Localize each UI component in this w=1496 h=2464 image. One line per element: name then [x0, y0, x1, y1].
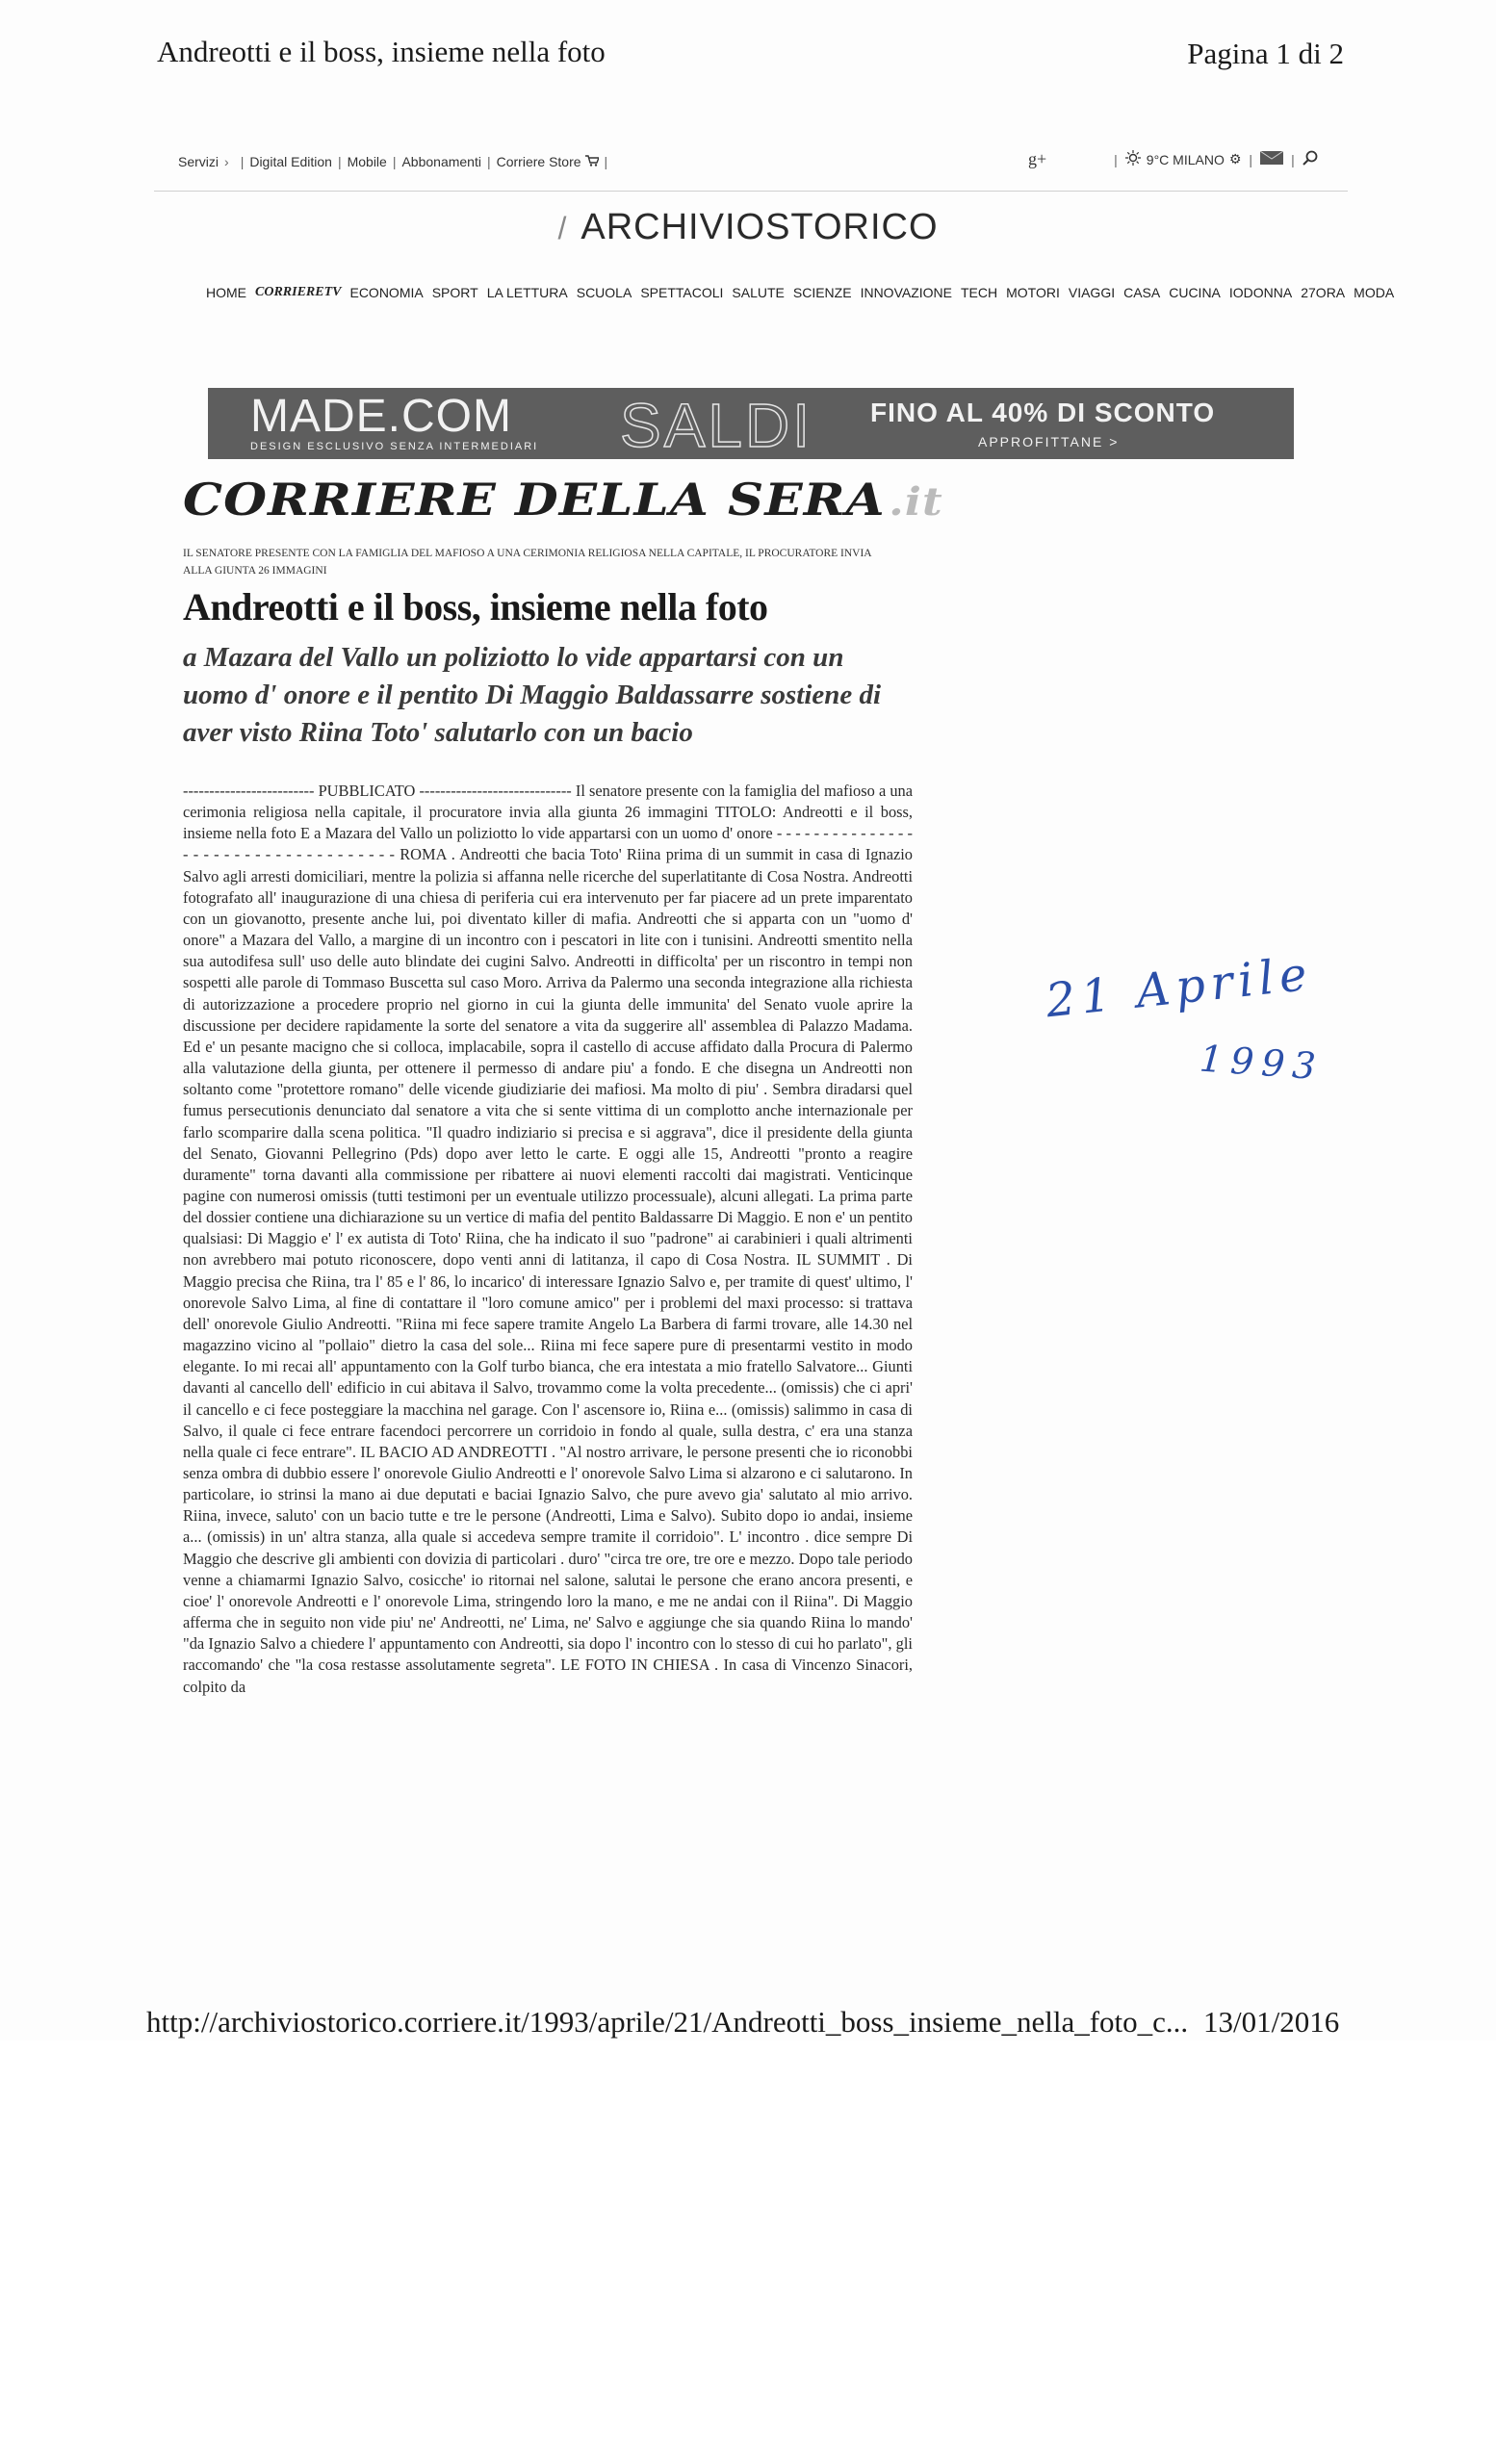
cart-icon[interactable]: [585, 154, 599, 169]
print-page-number: Pagina 1 di 2: [1187, 37, 1344, 70]
nav-item-iodonna[interactable]: IODONNA: [1228, 285, 1293, 300]
nav-item-tech[interactable]: TECH: [960, 285, 998, 300]
ad-brand-tagline: DESIGN ESCLUSIVO SENZA INTERMEDIARI: [250, 441, 539, 452]
article-subheading: a Mazara del Vallo un poliziotto lo vide appartarsi con un uomo d' onore e il pentito Di Maggio Baldassarre sostiene di aver visto Riina Toto' salutarlo con un bacio: [183, 642, 882, 748]
nav-item-la-lettura[interactable]: LA LETTURA: [486, 285, 568, 300]
print-page-title: Andreotti e il boss, insieme nella foto: [157, 35, 606, 68]
chevron-up-icon: ›: [224, 154, 229, 169]
article-kicker: IL SENATORE PRESENTE CON LA FAMIGLIA DEL MAFIOSO A UNA CERIMONIA RELIGIOSA NELLA CAPITALE, IL PROCURATORE INVIA ALLA GIUNTA 26 IMMAGINI: [183, 548, 871, 577]
nav-item-innovazione[interactable]: INNOVAZIONE: [860, 285, 952, 300]
nav-item-motori[interactable]: MOTORI: [1006, 285, 1060, 300]
ad-banner[interactable]: [208, 388, 1294, 459]
print-footer-date: 13/01/2016: [1203, 2005, 1340, 2039]
section-title-text: ARCHIVIOSTORICO: [580, 207, 939, 247]
nav-item-scuola[interactable]: SCUOLA: [576, 285, 632, 300]
top-nav-abbonamenti[interactable]: Abbonamenti: [401, 154, 481, 169]
ad-cta[interactable]: APPROFITTANE >: [978, 434, 1120, 449]
slash-mark: /: [557, 211, 568, 245]
nav-item-sport[interactable]: SPORT: [431, 285, 478, 300]
google-plus-button[interactable]: g+: [1028, 149, 1047, 168]
article-body: ------------------------- PUBBLICATO ----------------------------- Il senatore presente con la famiglia del mafioso a una cerimonia religiosa nella capitale, il procuratore invia alla giunta 26 immagini TITOLO: Andreotti e il boss, insieme nella foto E a Mazara del Vallo un poliziotto lo vide appartarsi con un uomo d' onore - - - - - - - - - - - - - - - - - - - - - - - - - - - - - - - - - - - - ROMA . Andreotti che bacia Toto' Riina prima di un summit in casa di Ignazio Salvo agli arresti domiciliari, mentre la polizia si affanna nelle ricerche del superlatitante di Cosa Nostra. Andreotti fotografato all' inaugurazione di una chiesa di periferia cui era intervenuto per far piacere ad un prete imparentato con un giovanotto, presente anche lui, poi diventato killer di mafia. Andreotti che si apparta con un "uomo d' onore" a Mazara del Vallo, a margine di un incontro con i pescatori in lite con i tunisini. Andreotti smentito nella sua autodifesa sull' uso delle auto blindate dei cugini Salvo. Andreotti in difficolta' per un riscontro in tempi non sospetti alle parole di Tommaso Buscetta sul caso Moro. Arriva da Palermo una seconda integrazione alla richiesta di autorizzazione a procedere proprio nel giorno in cui la giunta delle immunita' del Senato vuole aprire la discussione per decidere rapidamente la sorte del senatore a vita da suggerire all' assemblea di Palazzo Madama. Ed e' un pesante macigno che si colloca, implacabile, sopra il castello di accuse affidato dalla Procura di Palermo alla valutazione della giunta, per ottenere il permesso di andare piu' a fondo. E che disegna un Andreotti non soltanto come "protettore romano" delle vicende giudiziarie dei mafiosi. Ma molto di piu' . Sembra diradarsi quel fumus persecutionis denunciato dal senatore a vita che si sente vittima di un complotto anche internazionale per farlo scomparire dalla scena politica. "Il quadro indiziario si precisa e si aggrava", dice il presidente della giunta del Senato, Giovanni Pellegrino (Pds) dopo aver letto le carte. E oggi alle 15, Andreotti "pronto a reagire duramente" torna davanti alla commissione per ribattere ai nuovi elementi raccolti dai magistrati. Venticinque pagine con numerosi omissis (tutti testimoni per un eventuale utilizzo processuale), alcuni allegati. La prima parte del dossier contiene una dichiarazione su un vertice di mafia del pentito Baldassarre Di Maggio. E non e' un pentito qualsiasi: Di Maggio e' l' ex autista di Toto' Riina, che ha indicato il suo "padrone" ai carabinieri i quali altrimenti non avrebbero mai potuto riconoscere, dopo venti anni di latitanza, il capo di Cosa Nostra. IL SUMMIT . Di Maggio precisa che Riina, tra l' 85 e l' 86, lo incarico' di interessare Ignazio Salvo e, per tramite di quest' ultimo, l' onorevole Salvo Lima, al fine di contattare il "loro comune amico" per i problemi del maxi processo: si trattava dell' onorevole Giulio Andreotti. "Riina mi fece sapere tramite Angelo La Barbera di farmi trovare, alle 14.30 nel magazzino vicino al "pollaio" dietro la casa del sole... Riina mi fece sapere pure di presentarmi vestito in modo elegante. Io mi recai all' appuntamento con la Golf turbo bianca, che era intestata a mio fratello Salvatore... Giunti davanti al cancello dell' edificio in cui abitava il Salvo, trovammo come la volta precedente... (omissis) che ci apri' il cancello e ci fece posteggiare la macchina nel garage. Con l' ascensore io, Riina e... (omissis) salimmo in casa di Salvo, il quale ci fece entrare facendoci percorrere un corridoio in fondo al quale, sulla destra, c' era una stanza nella quale ci fece entrare". IL BACIO AD ANDREOTTI . "Al nostro arrivare, le persone presenti che io riconobbi senza ombra di dubbio essere l' onorevole Giulio Andreotti e l' onorevole Salvo Lima si alzarono e ci salutarono. In particolare, io strinsi la mano ai due deputati e baciai Ignazio Salvo, che pure avevo gia' salutato al mio arrivo. Riina, invece, saluto' con un bacio tutte e tre le persone (Andreotti, Lima e Salvo). Subito dopo io andai, insieme a... (omissis) in un' altra stanza, alla quale si accedeva sempre tramite il corridoio". L' incontro . dice sempre Di Maggio che descrive gli ambienti con dovizia di particolari . duro' "circa tre ore, tre ore e mezzo. Dopo tale periodo venne a chiamarmi Ignazio Salvo, cosicche' io ritornai nel salone, salutai le persone che erano ancora presenti, e cioe' l' onorevole Andreotti e l' onorevole Lima, stringendo loro la mano, e me ne andai con il Riina". Di Maggio afferma che in seguito non vide piu' ne' Andreotti, ne' Lima, ne' Salvo e aggiunge che sia quando Riina lo mando' "da Ignazio Salvo a chiedere l' appuntamento con Andreotti, sia dopo l' incontro con lo stesso di cui ho parlato", gli raccomando' che "la cosa restasse assolutamente segreta". LE FOTO IN CHIESA . In casa di Vincenzo Sinacori, colpito da: [183, 782, 913, 1696]
header-divider: [154, 191, 1348, 192]
weather-label: 9°C MILANO: [1146, 151, 1225, 167]
nav-item-spettacoli[interactable]: SPETTACOLI: [640, 285, 724, 300]
nav-item-salute[interactable]: SALUTE: [732, 285, 785, 300]
sun-icon: [1125, 150, 1141, 168]
top-utilities: g+ | 9°C MILANO ⚙ | |: [1028, 149, 1318, 169]
ad-brand: MADE.COM: [250, 391, 512, 442]
logo-suffix: .it: [889, 479, 943, 525]
handwritten-year-note: 1993: [1198, 1037, 1326, 1089]
main-nav: [206, 285, 1403, 300]
logo-name: CORRIERE DELLA SERA: [183, 474, 886, 526]
nav-item-cucina[interactable]: CUCINA: [1169, 285, 1221, 300]
print-footer-url: http://archiviostorico.corriere.it/1993/aprile/21/Andreotti_boss_insieme_nella_foto_c...: [146, 2005, 1189, 2039]
section-title[interactable]: [0, 207, 1496, 248]
nav-item-casa[interactable]: CASA: [1123, 285, 1161, 300]
ad-saldi-text: SALDI: [620, 391, 812, 459]
newspaper-logo[interactable]: [183, 474, 943, 526]
nav-item-scienze[interactable]: SCIENZE: [792, 285, 852, 300]
nav-item-viaggi[interactable]: VIAGGI: [1068, 285, 1116, 300]
nav-item-moda[interactable]: MODA: [1354, 285, 1395, 300]
handwritten-date-note: 21 Aprile: [1043, 946, 1315, 1029]
article-headline: Andreotti e il boss, insieme nella foto: [183, 585, 768, 629]
top-nav-servizi[interactable]: Servizi: [178, 154, 219, 169]
settings-icon[interactable]: ⚙: [1228, 151, 1242, 167]
top-nav-corriere-store[interactable]: Corriere Store: [496, 154, 581, 169]
ad-offer: FINO AL 40% DI SCONTO: [870, 398, 1216, 427]
search-icon[interactable]: [1303, 150, 1318, 168]
nav-item-economia[interactable]: ECONOMIA: [349, 285, 424, 300]
nav-item-27ora[interactable]: 27ORA: [1301, 285, 1346, 300]
top-nav-mobile[interactable]: Mobile: [347, 154, 387, 169]
top-nav: Servizi › | Digital Edition | Mobile | Abbonamenti | Corriere Store |: [178, 154, 608, 169]
mail-icon[interactable]: [1260, 151, 1283, 167]
top-nav-digital-edition[interactable]: Digital Edition: [249, 154, 332, 169]
nav-item-home[interactable]: HOME: [206, 285, 246, 300]
nav-item-corrieretv[interactable]: CORRIERETV: [255, 285, 342, 299]
